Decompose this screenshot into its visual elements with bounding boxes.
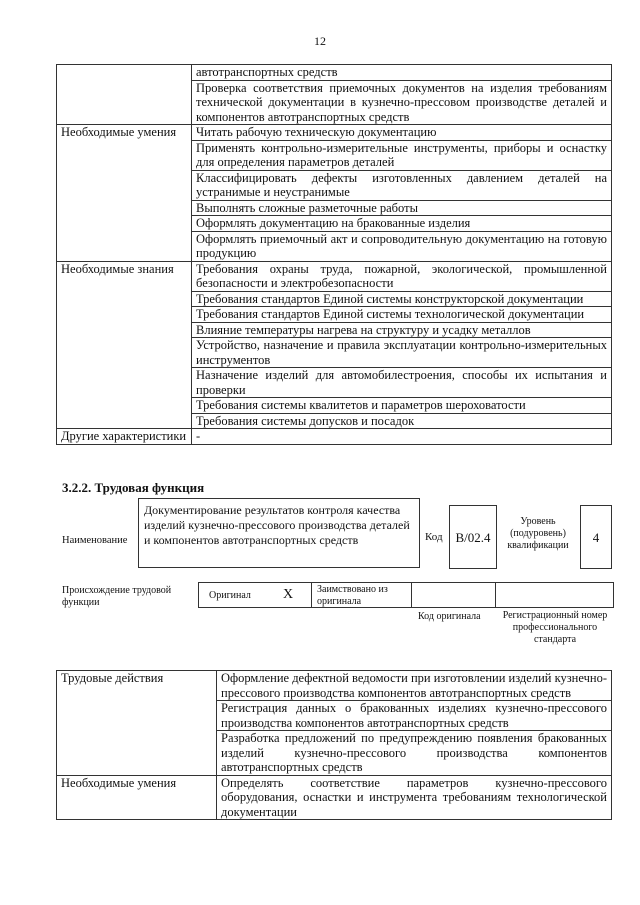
row-label [57,65,192,125]
table-cell: автотранспортных средств [192,65,612,81]
table-cell: Требования стандартов Единой системы технологической документации [192,307,612,323]
origin-box [198,582,614,608]
labor-actions-table [56,670,612,820]
table-cell: Классифицировать дефекты изготовленных давлением деталей на устранимые и неустранимые [192,170,612,200]
row-label-other: Другие характеристики [57,429,192,445]
original-mark: X [283,587,294,602]
table-cell: Регистрация данных о бракованных изделиях кузнечно-прессового производства компонентов автотранспортных средств [217,701,612,731]
page-number: 12 [314,34,326,48]
row-label-knowledge: Необходимые знания [57,261,192,429]
divider [411,583,412,607]
table-cell: Требования системы допусков и посадок [192,413,612,429]
table-cell: Определять соответствие параметров кузнечно-прессового оборудования, оснастки и инструмента требованиям технологической документации [217,775,612,820]
row-label-skills: Необходимые умения [57,125,192,262]
divider [311,583,312,607]
table-cell: - [192,429,612,445]
section-title: 3.2.2. Трудовая функция [62,480,205,495]
requirements-table [56,64,612,445]
reg-number-label: Регистрационный номер профессионального стандарта [502,610,608,645]
table-cell: Влияние температуры нагрева на структуру и усадку металлов [192,322,612,338]
table-cell: Оформление дефектной ведомости при изготовлении изделий кузнечно-прессового производства компонентов автотранспортных средств [217,671,612,701]
table-cell: Оформлять документацию на бракованные изделия [192,216,612,232]
code-original-label: Код оригинала [418,611,481,622]
level-value: 4 [580,505,612,569]
table-cell: Оформлять приемочный акт и сопроводительную документацию на готовую продукцию [192,231,612,261]
name-label: Наименование [62,535,128,546]
row-label-skills: Необходимые умения [57,775,217,820]
function-name-box: Документирование результатов контроля качества изделий кузнечно-прессового производства деталей и компонентов автотранспортных средств [138,498,420,568]
origin-label: Происхождение трудовой функции [62,585,172,608]
original-label: Оригинал [209,590,251,601]
table-cell: Устройство, назначение и правила эксплуатации контрольно-измерительных инструментов [192,338,612,368]
code-value: B/02.4 [449,505,497,569]
table-cell: Разработка предложений по предупреждению появления бракованных изделий кузнечно-прессового производства компонентов автотранспортных средств [217,731,612,776]
borrowed-label: Заимствовано из оригинала [317,584,388,607]
table-cell: Выполнять сложные разметочные работы [192,200,612,216]
code-label: Код [425,531,443,543]
table-cell: Читать рабочую техническую документацию [192,125,612,141]
table-cell: Требования системы квалитетов и параметров шероховатости [192,398,612,414]
table-cell: Применять контрольно-измерительные инструменты, приборы и оснастку для определения параметров деталей [192,140,612,170]
table-cell: Требования стандартов Единой системы конструкторской документации [192,291,612,307]
table-cell: Назначение изделий для автомобилестроения, способы их испытания и проверки [192,368,612,398]
row-label-actions: Трудовые действия [57,671,217,776]
level-label: Уровень (подуровень) квалификации [507,516,569,551]
table-cell: Проверка соответствия приемочных документов на изделия требованиям технической документации в кузнечно-прессовом производстве деталей и компонентов автотранспортных средств [192,80,612,125]
table-cell: Требования охраны труда, пожарной, экологической, промышленной безопасности и электробезопасности [192,261,612,291]
divider [495,583,496,607]
